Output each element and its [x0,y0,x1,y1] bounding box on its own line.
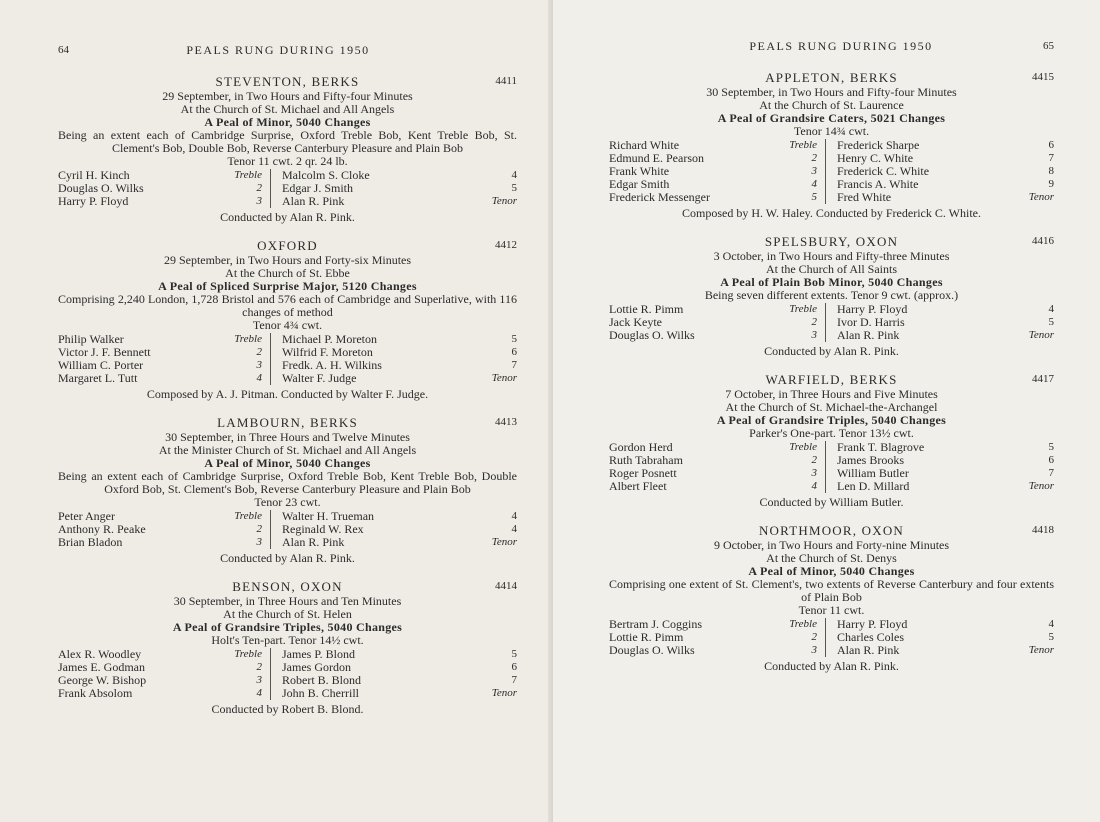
ringer-name: Bertram J. Coggins [609,617,702,631]
peal-heading [609,235,1054,248]
peal-number: 4415 [1032,71,1054,83]
peal-place: OXFORD [257,238,318,253]
ringer-name: Frederick Messenger [609,190,710,204]
peal-conductor: Conducted by Alan R. Pink. [764,659,899,673]
bell-number: 3 [811,329,817,341]
bell-number: 4 [1048,618,1054,630]
peal-detail: At the Church of St. Denys [766,551,897,565]
column-divider [270,687,282,700]
peal-heading [609,71,1054,84]
peal-title: A Peal of Minor, 5040 Changes [204,115,371,129]
column-divider [825,454,837,467]
peal-title: A Peal of Minor, 5040 Changes [204,456,371,470]
ringer-name: Michael P. Moreton [282,332,377,346]
ringer-list [609,303,1054,342]
peal-detail: Being an extent each of Cambridge Surprise, Oxford Treble Bob, Kent Treble Bob, St. Clement's Bob, Double Bob, Reverse Canterbury Pleasure and Plain Bob [58,128,517,155]
bell-number: Tenor [1028,329,1054,341]
peal-entry [58,580,517,716]
bell-number: Treble [789,618,817,630]
ringer-name: Albert Fleet [609,479,667,493]
column-divider [825,480,837,493]
peal-detail: Tenor 11 cwt. 2 qr. 24 lb. [227,154,348,168]
peal-detail: Holt's Ten-part. Tenor 14½ cwt. [211,633,364,647]
ringer-name: Edmund E. Pearson [609,151,704,165]
column-divider [270,648,282,661]
peal-detail: At the Church of St. Michael and All Angels [180,102,395,116]
bell-number: 2 [811,631,817,643]
peal-place: BENSON, OXON [232,579,343,594]
column-divider [825,467,837,480]
bell-number: 4 [511,523,517,535]
bell-number: 3 [811,644,817,656]
column-divider [270,195,282,208]
bell-number: 4 [256,687,262,699]
peal-place: STEVENTON, BERKS [215,74,360,89]
peal-heading [58,75,517,88]
ringer-name: John B. Cherrill [282,686,359,700]
peal-detail: Comprising 2,240 London, 1,728 Bristol and 576 each of Cambridge and Superlative, with 116 changes of method [58,292,517,319]
peal-detail: 30 September, in Three Hours and Ten Minutes [173,594,402,608]
column-divider [825,441,837,454]
bell-number: 5 [811,191,817,203]
bell-number: 2 [256,661,262,673]
ringer-name: Frederick C. White [837,164,930,178]
column-divider [270,333,282,346]
peal-entry [609,235,1054,358]
ringer-name: Wilfrid F. Moreton [282,345,373,359]
column-divider [825,329,837,342]
ringer-name: Len D. Millard [837,479,910,493]
peal-conductor: Composed by A. J. Pitman. Conducted by Walter F. Judge. [146,387,429,401]
peal-place: LAMBOURN, BERKS [217,415,358,430]
bell-number: 3 [256,195,262,207]
peal-conductor: Conducted by Alan R. Pink. [764,344,899,358]
column-divider [825,191,837,204]
bell-number: 6 [511,661,517,673]
peal-detail: Tenor 23 cwt. [254,495,321,509]
peal-conductor: Conducted by William Butler. [759,495,904,509]
ringer-name: Douglas O. Wilks [58,181,144,195]
bell-number: 2 [811,454,817,466]
ringer-name: Henry C. White [837,151,914,165]
bell-number: Treble [234,333,262,345]
peal-detail: Being seven different extents. Tenor 9 cwt. (approx.) [704,288,959,302]
bell-number: Treble [234,169,262,181]
peal-heading [58,416,517,429]
ringer-name: James E. Godman [58,660,145,674]
peal-number: 4411 [495,75,517,87]
ringer-name: Frank White [609,164,670,178]
running-head-title: PEALS RUNG DURING 1950 [186,43,370,57]
bell-number: Tenor [491,536,517,548]
peal-detail: 30 September, in Two Hours and Fifty-four Minutes [706,85,957,99]
bell-number: 3 [811,165,817,177]
ringer-name: Walter H. Trueman [282,509,375,523]
bell-number: 3 [256,674,262,686]
ringer-name: Edgar Smith [609,177,670,191]
peal-detail: Tenor 14¾ cwt. [793,124,870,138]
peal-place: APPLETON, BERKS [765,70,898,85]
column-divider [270,523,282,536]
column-divider [270,661,282,674]
column-divider [825,644,837,657]
ringer-name: Charles Coles [837,630,904,644]
peal-detail: At the Church of St. Helen [223,607,352,621]
peal-place: NORTHMOOR, OXON [758,523,905,538]
bell-number: 5 [511,648,517,660]
ringer-name: Frank T. Blagrove [837,440,925,454]
peal-conductor: Composed by H. W. Haley. Conducted by Frederick C. White. [682,206,981,220]
ringer-name: Alan R. Pink [282,194,345,208]
peal-detail: At the Church of St. Laurence [759,98,904,112]
ringer-name: Richard White [609,138,680,152]
peal-conductor: Conducted by Alan R. Pink. [220,210,355,224]
peal-entry [609,373,1054,509]
ringer-name: William C. Porter [58,358,144,372]
running-head [58,44,517,57]
peal-number: 4418 [1032,524,1054,536]
peal-list [609,71,1054,673]
ringer-name: George W. Bishop [58,673,147,687]
ringer-name: Walter F. Judge [282,371,357,385]
column-divider [270,372,282,385]
ringer-name: Victor J. F. Bennett [58,345,151,359]
ringer-name: Fred White [837,190,892,204]
ringer-name: Frank Absolom [58,686,133,700]
bell-number: Tenor [491,687,517,699]
column-divider [270,169,282,182]
peal-title: A Peal of Spliced Surprise Major, 5120 Changes [158,279,417,293]
peal-list [58,75,517,716]
peal-detail: 30 September, in Three Hours and Twelve Minutes [165,430,410,444]
bell-number: 7 [511,359,517,371]
bell-number: 8 [1048,165,1054,177]
ringer-name: Gordon Herd [609,440,673,454]
ringer-name: Ivor D. Harris [837,315,905,329]
ringer-list [609,139,1054,204]
peal-detail: Tenor 4¾ cwt. [252,318,323,332]
bell-number: 5 [511,182,517,194]
column-divider [825,139,837,152]
ringer-name: Alan R. Pink [837,643,900,657]
column-divider [825,303,837,316]
bell-number: 5 [511,333,517,345]
peal-detail: At the Church of St. Ebbe [225,266,350,280]
peal-detail: At the Church of All Saints [766,262,897,276]
peal-detail: Tenor 11 cwt. [798,603,865,617]
bell-number: Treble [234,648,262,660]
column-divider [825,178,837,191]
ringer-list [58,169,517,208]
bell-number: 3 [256,536,262,548]
column-divider [825,316,837,329]
bell-number: 6 [1048,139,1054,151]
bell-number: Tenor [491,195,517,207]
page-number: 65 [1043,40,1054,52]
ringer-name: Harry P. Floyd [837,302,908,316]
ringer-name: Alan R. Pink [282,535,345,549]
ringer-list [58,333,517,385]
peal-heading [58,580,517,593]
peal-heading [58,239,517,252]
ringer-name: Ruth Tabraham [609,453,683,467]
bell-number: 2 [256,346,262,358]
column-divider [270,674,282,687]
ringer-name: Alan R. Pink [837,328,900,342]
peal-detail: Being an extent each of Cambridge Surprise, Oxford Treble Bob, Kent Treble Bob, Double Oxford Bob, St. Clement's Bob, Reverse Canterbury Pleasure and Plain Bob [58,469,517,496]
peal-entry [609,524,1054,673]
bell-number: 2 [256,182,262,194]
peal-title: A Peal of Plain Bob Minor, 5040 Changes [720,275,943,289]
bell-number: 7 [1048,467,1054,479]
ringer-name: Brian Bladon [58,535,123,549]
bell-number: 3 [811,467,817,479]
ringer-list [58,648,517,700]
column-divider [825,618,837,631]
column-divider [270,359,282,372]
bell-number: Tenor [1028,480,1054,492]
peal-detail: 9 October, in Two Hours and Forty-nine Minutes [713,538,950,552]
peal-entry [58,239,517,401]
peal-title: A Peal of Grandsire Triples, 5040 Changes [716,413,947,427]
peal-detail: At the Church of St. Michael-the-Archangel [725,400,938,414]
ringer-name: Lottie R. Pimm [609,630,684,644]
right-page [553,0,1100,822]
ringer-name: Reginald W. Rex [282,522,364,536]
bell-number: Treble [789,139,817,151]
bell-number: Tenor [1028,191,1054,203]
column-divider [825,631,837,644]
bell-number: 5 [1048,316,1054,328]
ringer-name: Douglas O. Wilks [609,328,695,342]
peal-conductor: Conducted by Alan R. Pink. [220,551,355,565]
ringer-name: Anthony R. Peake [58,522,146,536]
peal-heading [609,373,1054,386]
peal-detail: At the Minister Church of St. Michael and All Angels [158,443,417,457]
peal-detail: 29 September, in Two Hours and Fifty-four Minutes [162,89,413,103]
peal-detail: Comprising one extent of St. Clement's, two extents of Reverse Canterbury and four extents of Plain Bob [609,577,1054,604]
ringer-name: Margaret L. Tutt [58,371,138,385]
ringer-name: Lottie R. Pimm [609,302,684,316]
peal-place: WARFIELD, BERKS [765,372,898,387]
bell-number: 2 [256,523,262,535]
peal-title: A Peal of Grandsire Triples, 5040 Changes [172,620,403,634]
ringer-name: Francis A. White [837,177,919,191]
ringer-name: James Gordon [282,660,351,674]
bell-number: 4 [811,480,817,492]
running-head-title: PEALS RUNG DURING 1950 [749,39,933,53]
ringer-name: Peter Anger [58,509,115,523]
ringer-name: Robert B. Blond [282,673,362,687]
page-number: 64 [58,44,69,56]
bell-number: 2 [811,316,817,328]
ringer-name: Cyril H. Kinch [58,168,130,182]
bell-number: 7 [1048,152,1054,164]
ringer-name: Harry P. Floyd [58,194,129,208]
bell-number: Tenor [1028,644,1054,656]
column-divider [825,152,837,165]
peal-number: 4417 [1032,373,1054,385]
peal-entry [58,75,517,224]
bell-number: 6 [1048,454,1054,466]
ringer-name: Malcolm S. Cloke [282,168,370,182]
bell-number: Treble [789,441,817,453]
column-divider [825,165,837,178]
column-divider [270,510,282,523]
peal-entry [58,416,517,565]
ringer-name: James Brooks [837,453,904,467]
bell-number: Treble [234,510,262,522]
bell-number: 5 [1048,631,1054,643]
ringer-list [609,441,1054,493]
peal-title: A Peal of Minor, 5040 Changes [748,564,915,578]
ringer-list [58,510,517,549]
ringer-name: Roger Posnett [609,466,677,480]
peal-detail: 29 September, in Two Hours and Forty-six Minutes [163,253,412,267]
bell-number: 6 [511,346,517,358]
bell-number: Treble [789,303,817,315]
peal-conductor: Conducted by Robert B. Blond. [211,702,364,716]
ringer-name: Frederick Sharpe [837,138,920,152]
bell-number: 3 [256,359,262,371]
ringer-name: James P. Blond [282,647,356,661]
peal-place: SPELSBURY, OXON [764,234,899,249]
column-divider [270,182,282,195]
ringer-name: Douglas O. Wilks [609,643,695,657]
peal-number: 4414 [495,580,517,592]
ringer-name: Jack Keyte [609,315,662,329]
ringer-name: Fredk. A. H. Wilkins [282,358,382,372]
peal-entry [609,71,1054,220]
peal-detail: 3 October, in Two Hours and Fifty-three Minutes [713,249,950,263]
peal-title: A Peal of Grandsire Caters, 5021 Changes [717,111,946,125]
peal-detail: 7 October, in Three Hours and Five Minutes [725,387,938,401]
bell-number: 2 [811,152,817,164]
bell-number: 4 [1048,303,1054,315]
ringer-name: Harry P. Floyd [837,617,908,631]
bell-number: 9 [1048,178,1054,190]
bell-number: 7 [511,674,517,686]
peal-number: 4413 [495,416,517,428]
ringer-name: Edgar J. Smith [282,181,353,195]
column-divider [270,346,282,359]
peal-number: 4412 [495,239,517,251]
bell-number: 4 [511,169,517,181]
peal-detail: Parker's One-part. Tenor 13½ cwt. [749,426,914,440]
peal-number: 4416 [1032,235,1054,247]
ringer-name: Philip Walker [58,332,124,346]
ringer-list [609,618,1054,657]
ringer-name: Alex R. Woodley [58,647,142,661]
bell-number: 4 [811,178,817,190]
bell-number: 4 [511,510,517,522]
running-head [609,40,1054,53]
bell-number: 5 [1048,441,1054,453]
bell-number: Tenor [491,372,517,384]
peal-heading [609,524,1054,537]
bell-number: 4 [256,372,262,384]
ringer-name: William Butler [837,466,909,480]
column-divider [270,536,282,549]
